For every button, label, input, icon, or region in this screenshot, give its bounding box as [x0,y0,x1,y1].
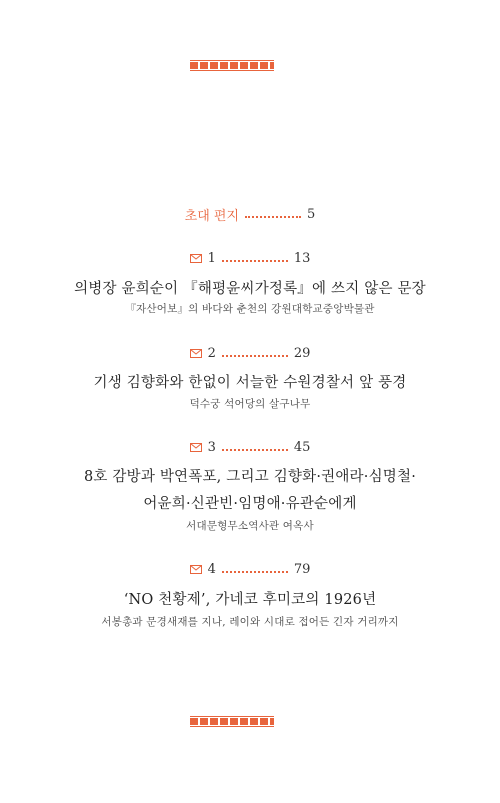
chapter-number: 3 [207,440,216,455]
chapter-2-subtitle: 덕수궁 석어당의 살구나무 [189,398,311,410]
intro-page-number: 5 [307,207,316,222]
chapter-number: 2 [207,346,216,361]
chapter-1-subtitle: 『자산어보』의 바다와 춘천의 강원대학교중앙박물관 [125,303,375,315]
leader-dots [222,355,288,357]
chapter-page-number: 79 [293,562,311,577]
chapter-page-number: 13 [293,251,311,266]
chapter-4-title: ‘NO 천황제’, 가네코 후미코의 1926년 [123,592,377,608]
toc-intro-entry[interactable] [0,205,500,224]
toc-chapter-3-header[interactable] [0,440,500,455]
chapter-number: 4 [207,562,216,577]
chapter-3-title-line-2: 어윤희·신관빈·임명애·유관순에게 [143,496,357,512]
bottom-ornament [190,718,274,725]
leader-dots [245,216,301,218]
envelope-icon [190,565,202,574]
chapter-3-subtitle: 서대문형무소역사관 여옥사 [186,520,314,532]
chapter-page-number: 45 [293,440,311,455]
chapter-3-title-line-1: 8호 감방과 박연폭포, 그리고 김향화·권애라·심명철· [83,469,417,485]
intro-label: 초대 편지 [184,209,240,224]
envelope-icon [190,443,202,452]
chapter-1-title: 의병장 윤희순이 『해평윤씨가정록』에 쓰지 않은 문장 [74,281,426,297]
leader-dots [222,571,288,573]
toc-chapter-2-header[interactable] [0,346,500,361]
toc-chapter-4-header[interactable] [0,562,500,577]
chapter-number: 1 [207,251,216,266]
top-ornament [190,62,274,69]
envelope-icon [190,254,202,263]
chapter-4-subtitle: 서봉총과 문경새재를 지나, 레이와 시대로 접어든 긴자 거리까지 [101,616,399,628]
envelope-icon [190,349,202,358]
toc-chapter-1-header[interactable] [0,251,500,266]
leader-dots [222,260,288,262]
leader-dots [222,449,288,451]
chapter-2-title: 기생 김향화와 한없이 서늘한 수원경찰서 앞 풍경 [93,375,407,391]
chapter-page-number: 29 [293,346,311,361]
